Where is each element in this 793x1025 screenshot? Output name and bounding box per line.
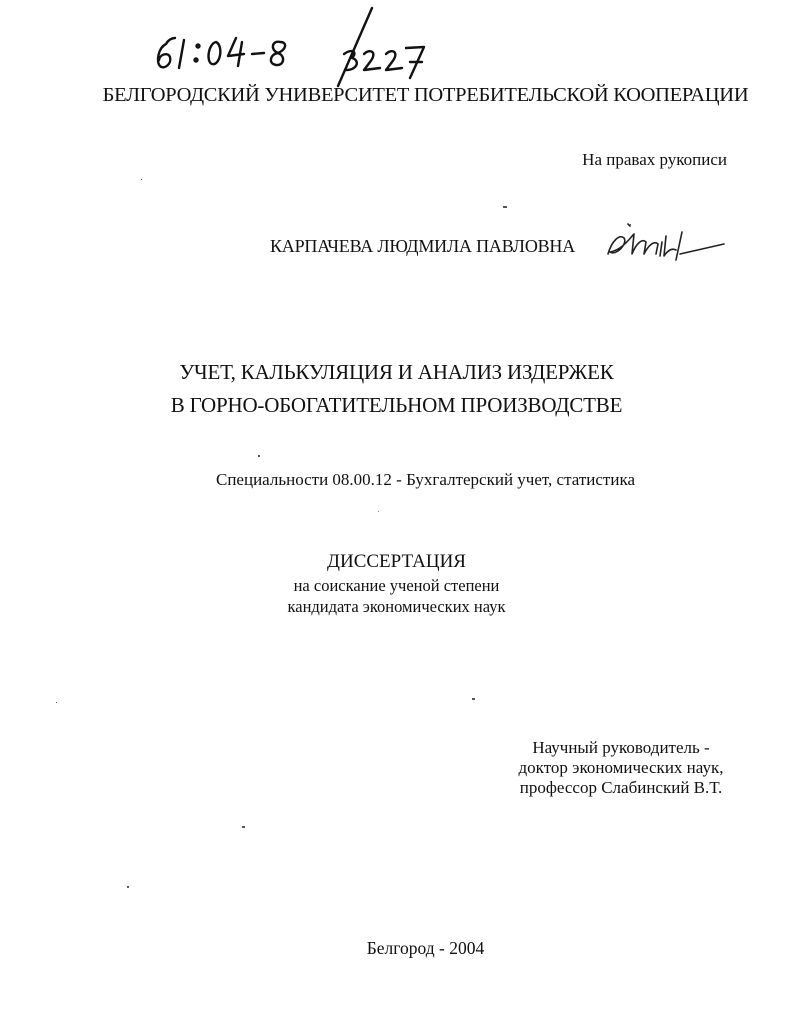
handwritten-archive-code bbox=[148, 2, 448, 97]
scan-speck bbox=[141, 179, 142, 180]
dissertation-title-line-2: В ГОРНО-ОБОГАТИТЕЛЬНОМ ПРОИЗВОДСТВЕ bbox=[170, 393, 623, 417]
rights-note: На правах рукописи bbox=[582, 150, 727, 169]
scan-speck bbox=[258, 455, 260, 457]
scan-speck bbox=[472, 698, 475, 700]
specialty-line: Специальности 08.00.12 - Бухгалтерский учет, статистика bbox=[215, 470, 635, 489]
dissertation-degree-line-2: кандидата экономических наук bbox=[287, 597, 506, 616]
supervisor-line-1: Научный руководитель - bbox=[532, 738, 710, 757]
scan-speck bbox=[630, 224, 631, 225]
supervisor-line-3: профессор Слабинский В.Т. bbox=[519, 778, 723, 797]
dissertation-degree-line-1: на соискание ученой степени bbox=[293, 576, 500, 595]
scan-speck bbox=[378, 511, 379, 512]
city-year: Белгород - 2004 bbox=[366, 938, 485, 958]
dissertation-label: ДИССЕРТАЦИЯ bbox=[327, 551, 466, 572]
university-name: БЕЛГОРОДСКИЙ УНИВЕРСИТЕТ ПОТРЕБИТЕЛЬСКОЙ КООПЕРАЦИИ bbox=[102, 84, 749, 106]
author-name: КАРПАЧЕВА ЛЮДМИЛА ПАВЛОВНА bbox=[270, 236, 576, 256]
scan-speck bbox=[503, 206, 507, 208]
supervisor-line-2: доктор экономических наук, bbox=[518, 758, 724, 777]
scan-speck bbox=[242, 826, 245, 828]
dissertation-title-line-1: УЧЕТ, КАЛЬКУЛЯЦИЯ И АНАЛИЗ ИЗДЕРЖЕК bbox=[179, 360, 614, 384]
scan-speck bbox=[127, 886, 129, 888]
author-signature-icon bbox=[602, 220, 727, 265]
scan-speck bbox=[56, 702, 57, 703]
